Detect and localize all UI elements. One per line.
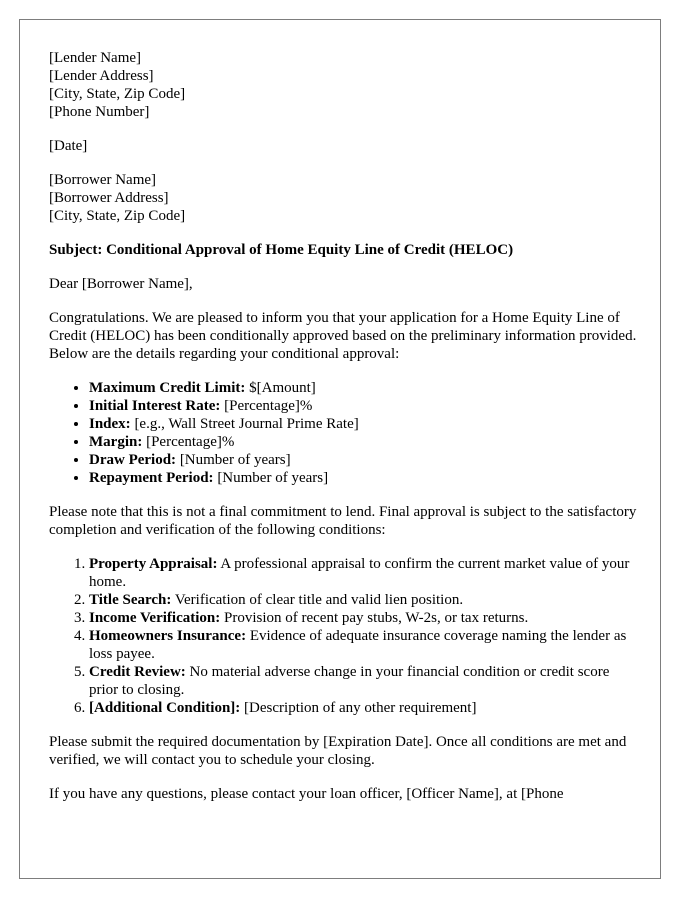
detail-label: Initial Interest Rate:: [89, 398, 221, 414]
condition-value: Verification of clear title and valid lien position.: [171, 592, 464, 608]
detail-value: [Percentage]%: [142, 434, 235, 450]
letter-date: [Date]: [49, 138, 88, 154]
lender-name: [Lender Name]: [49, 50, 142, 66]
recipient-block: [49, 171, 639, 225]
lender-address: [Lender Address]: [49, 68, 154, 84]
detail-label: Margin:: [89, 434, 143, 450]
submit-paragraph: Please submit the required documentation by [Expiration Date]. Once all conditions are met and verified, we will contact you to schedule your closing.: [49, 734, 627, 768]
detail-label: Maximum Credit Limit:: [89, 380, 246, 396]
letter-body: [49, 49, 639, 819]
lender-city-state-zip: [City, State, Zip Code]: [49, 86, 186, 102]
condition-item: [89, 591, 639, 609]
contact-paragraph: If you have any questions, please contact your loan officer, [Officer Name], at [Phone: [49, 786, 564, 802]
detail-value: [e.g., Wall Street Journal Prime Rate]: [130, 416, 359, 432]
condition-item: [89, 699, 639, 717]
condition-item: [89, 609, 639, 627]
conditions-intro-paragraph: Please note that this is not a final commitment to lend. Final approval is subject to the satisfactory completion and verification of the following conditions:: [49, 504, 637, 538]
condition-label: Income Verification:: [89, 610, 221, 626]
detail-item: [89, 451, 639, 469]
sender-block: [49, 49, 639, 121]
condition-label: Homeowners Insurance:: [89, 628, 247, 644]
condition-label: Title Search:: [89, 592, 172, 608]
detail-item: [89, 379, 639, 397]
subject-line: Subject: Conditional Approval of Home Equity Line of Credit (HELOC): [49, 242, 514, 258]
condition-value: No material adverse change in your financial condition or credit score prior to closing.: [89, 664, 610, 698]
detail-label: Index:: [89, 416, 131, 432]
condition-item: [89, 663, 639, 699]
detail-item: [89, 433, 639, 451]
detail-value: $[Amount]: [245, 380, 316, 396]
detail-label: Repayment Period:: [89, 470, 214, 486]
salutation: Dear [Borrower Name],: [49, 276, 193, 292]
detail-item: [89, 397, 639, 415]
detail-value: [Number of years]: [176, 452, 291, 468]
detail-label: Draw Period:: [89, 452, 177, 468]
detail-value: [Number of years]: [213, 470, 329, 486]
condition-value: Evidence of adequate insurance coverage naming the lender as loss payee.: [89, 628, 627, 662]
borrower-address: [Borrower Address]: [49, 190, 169, 206]
intro-paragraph: Congratulations. We are pleased to inform you that your application for a Home Equity Line of Credit (HELOC) has been conditionally approved based on the preliminary information provided. Below are the details regarding your conditional approval:: [49, 310, 637, 362]
condition-label: Credit Review:: [89, 664, 186, 680]
detail-item: [89, 469, 639, 487]
condition-item: [89, 627, 639, 663]
lender-phone: [Phone Number]: [49, 104, 150, 120]
borrower-city-state-zip: [City, State, Zip Code]: [49, 208, 186, 224]
borrower-name: [Borrower Name]: [49, 172, 157, 188]
conditions-list: [49, 555, 639, 717]
condition-label: [Additional Condition]:: [89, 700, 241, 716]
condition-value: Provision of recent pay stubs, W-2s, or tax returns.: [220, 610, 529, 626]
letter-page: [19, 19, 661, 879]
approval-details-list: [49, 379, 639, 487]
condition-value: A professional appraisal to confirm the current market value of your home.: [89, 556, 630, 590]
condition-label: Property Appraisal:: [89, 556, 218, 572]
detail-item: [89, 415, 639, 433]
condition-item: [89, 555, 639, 591]
condition-value: [Description of any other requirement]: [240, 700, 477, 716]
detail-value: [Percentage]%: [220, 398, 313, 414]
